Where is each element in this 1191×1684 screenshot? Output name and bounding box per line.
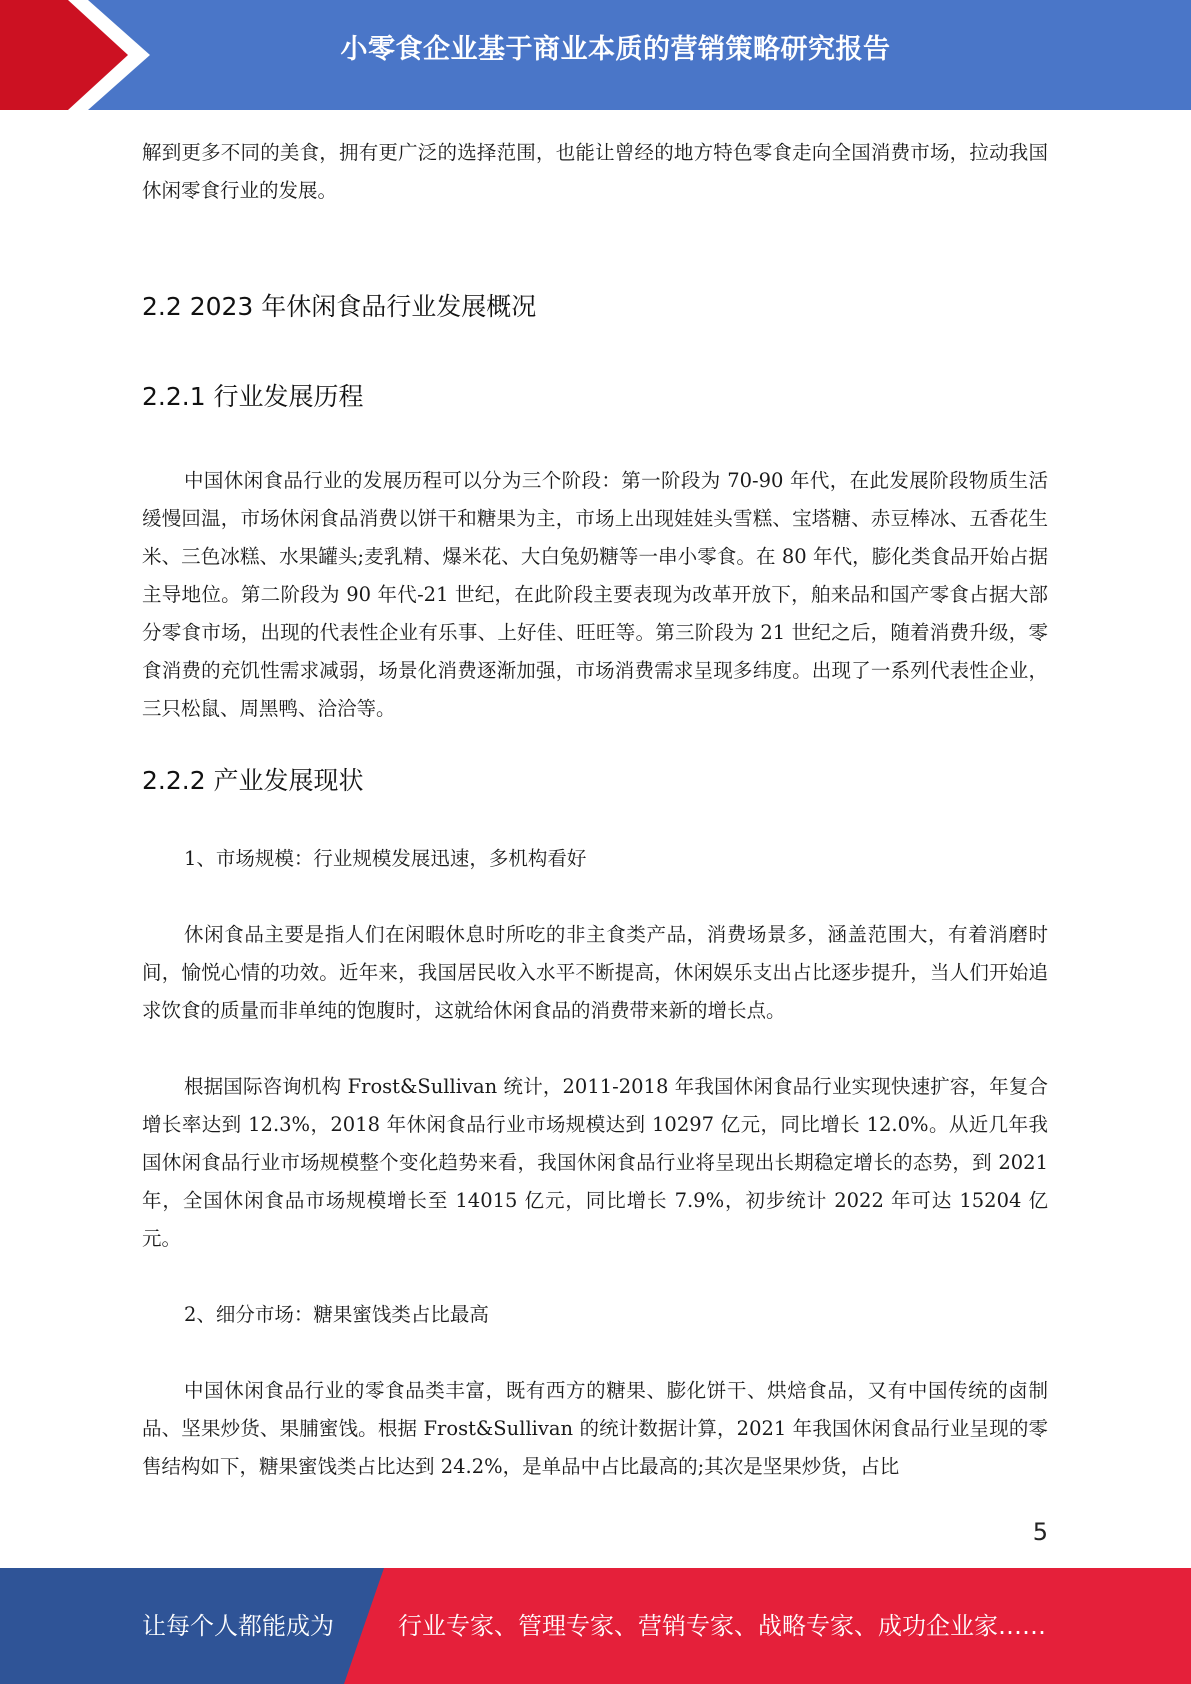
spacer xyxy=(142,1030,1048,1068)
scale-paragraph-1: 休闲食品主要是指人们在闲暇休息时所吃的非主食类产品，消费场景多，涵盖范围大，有着消磨时间，愉悦心情的功效。近年来，我国居民收入水平不断提高，休闲娱乐支出占比逐步提升，当人们开始追求饮食的质量而非单纯的饱腹时，这就给休闲食品的消费带来新的增长点。 xyxy=(142,923,1048,1022)
spacer xyxy=(142,210,1048,288)
header-title: 小零食企业基于商业本质的营销策略研究报告 xyxy=(340,34,891,65)
spacer xyxy=(142,326,1048,378)
intro-paragraph: 解到更多不同的美食，拥有更广泛的选择范围，也能让曾经的地方特色零食走向全国消费市场，拉动我国休闲零食行业的发展。 xyxy=(142,141,1048,202)
section-heading-2-2: 2.2 2023 年休闲食品行业发展概况 xyxy=(142,292,537,321)
list-item-segment-market: 2、细分市场：糖果蜜饯类占比最高 xyxy=(184,1303,489,1326)
document-body xyxy=(142,134,1048,1486)
history-paragraph: 中国休闲食品行业的发展历程可以分为三个阶段：第一阶段为 70-90 年代，在此发展阶段物质生活缓慢回温，市场休闲食品消费以饼干和糖果为主，市场上出现娃娃头雪糕、宝塔糖、赤豆棒冰、五香花生米、三色冰糕、水果罐头;麦乳精、爆米花、大白兔奶糖等一串小零食。在 80 年代，膨化类食品开始占据主导地位。第二阶段为 90 年代-21 世纪，在此阶段主要表现为改革开放下，舶来品和国产零食占据大部分零食市场，出现的代表性企业有乐事、上好佳、旺旺等。第三阶段为 21 世纪之后，随着消费升级，零食消费的充饥性需求减弱，场景化消费逐渐加强，市场消费需求呈现多纬度。出现了一系列代表性企业，三只松鼠、周黑鸭、洽洽等。 xyxy=(142,469,1048,720)
spacer xyxy=(142,878,1048,916)
section-heading-2-2-2: 2.2.2 产业发展现状 xyxy=(142,766,364,795)
segment-paragraph: 中国休闲食品行业的零食品类丰富，既有西方的糖果、膨化饼干、烘焙食品，又有中国传统的卤制品、坚果炒货、果脯蜜饯。根据 Frost&Sullivan 的统计数据计算，2021 年我国休闲食品行业呈现的零售结构如下，糖果蜜饯类占比达到 24.2%，是单品中占比最高的;其次是坚果炒货，占比 xyxy=(142,1379,1048,1478)
spacer xyxy=(142,800,1048,840)
footer-slogan-right: 行业专家、管理专家、营销专家、战略专家、成功企业家…… xyxy=(398,1612,1046,1640)
page-footer xyxy=(0,1568,1191,1684)
spacer xyxy=(142,1258,1048,1296)
section-heading-2-2-1: 2.2.1 行业发展历程 xyxy=(142,382,364,411)
spacer xyxy=(142,728,1048,762)
spacer xyxy=(142,416,1048,462)
scale-paragraph-2: 根据国际咨询机构 Frost&Sullivan 统计，2011-2018 年我国休闲食品行业实现快速扩容，年复合增长率达到 12.3%，2018 年休闲食品行业市场规模达到 10297 亿元，同比增长 12.0%。从近几年我国休闲食品行业市场规模整个变化趋势来看，我国休闲食品行业将呈现出长期稳定增长的态势，到 2021 年，全国休闲食品市场规模增长至 14015 亿元，同比增长 7.9%，初步统计 2022 年可达 15204 亿元。 xyxy=(142,1075,1048,1250)
page-number: 5 xyxy=(1032,1518,1048,1546)
list-item-market-scale: 1、市场规模：行业规模发展迅速，多机构看好 xyxy=(184,847,587,870)
page-header xyxy=(0,0,1191,110)
spacer xyxy=(142,1334,1048,1372)
footer-slogan-left: 让每个人都能成为 xyxy=(142,1612,334,1640)
